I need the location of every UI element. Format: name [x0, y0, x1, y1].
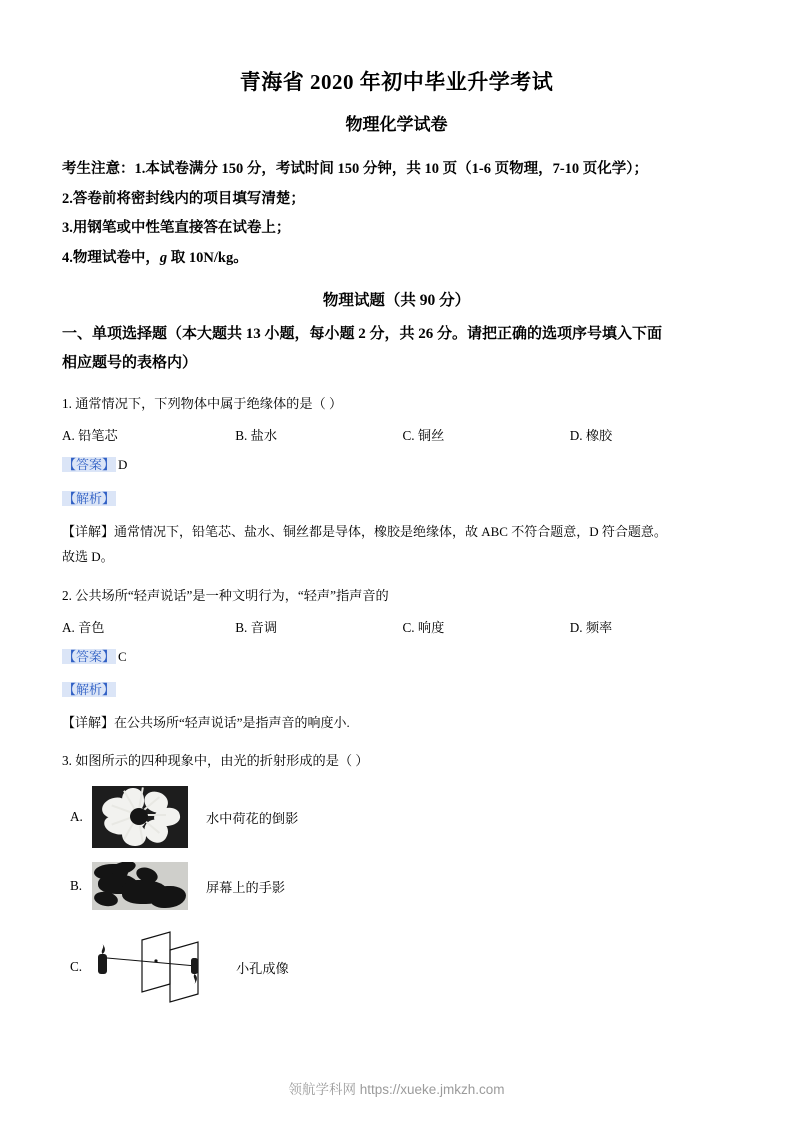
page-subtitle: 物理化学试卷 — [345, 115, 448, 134]
watermark: 领航学科网 https://xueke.jmkzh.com — [288, 1082, 505, 1097]
physics-section-title: 物理试题（共 90 分） — [322, 291, 471, 309]
option-b[interactable]: B. 音调 — [235, 619, 278, 635]
notice-line-4-post: 取 10N/kg。 — [167, 250, 248, 267]
figure-label: A. — [70, 809, 83, 825]
analysis-badge: 【解析】 — [63, 491, 116, 507]
notice-line-4 — [62, 244, 731, 274]
detail-line-1: 【详解】通常情况下，铅笔芯、盐水、铜丝都是导体，橡胶是绝缘体，故 ABC 不符合题意，D 符合题意。 — [62, 523, 667, 539]
figure-option-a — [62, 786, 731, 848]
figure-caption: 水中荷花的倒影 — [206, 810, 299, 826]
gravity-symbol: g — [159, 250, 168, 267]
notice-line-2: 2.答卷前将密封线内的项目填写清楚； — [62, 190, 305, 207]
multiple-choice-heading-line-1: 一、单项选择题（本大题共 13 小题，每小题 2 分，共 26 分。请把正确的选项序号填入下面 — [62, 325, 663, 342]
candidate-notice — [62, 155, 731, 274]
analysis-line — [62, 487, 731, 512]
figure-option-c — [62, 928, 731, 1006]
answer-value: D — [118, 457, 128, 473]
option-c[interactable]: C. 铜丝 — [402, 428, 445, 444]
option-a[interactable]: A. 音色 — [62, 619, 105, 635]
option-c[interactable]: C. 响度 — [402, 619, 445, 635]
analysis-line — [62, 678, 731, 703]
question-stem: 2. 公共场所“轻声说话”是一种文明行为，“轻声”指声音的 — [62, 587, 389, 603]
option-d[interactable]: D. 橡胶 — [569, 428, 613, 444]
answer-badge: 【答案】 — [63, 457, 116, 473]
question-2 — [62, 584, 731, 736]
figure-label: C. — [70, 959, 83, 975]
answer-value: C — [118, 648, 127, 664]
analysis-badge: 【解析】 — [63, 682, 116, 698]
figure-option-b — [62, 862, 731, 910]
option-b[interactable]: B. 盐水 — [235, 428, 278, 444]
notice-line-3: 3.用钢笔或中性笔直接答在试卷上； — [62, 220, 291, 237]
page-title: 青海省 2020 年初中毕业升学考试 — [239, 70, 554, 94]
answer-badge: 【答案】 — [63, 648, 116, 664]
figure-caption: 屏幕上的手影 — [206, 879, 286, 895]
pinhole-camera-svg — [92, 928, 232, 1006]
question-stem: 1. 通常情况下，下列物体中属于绝缘体的是（ ） — [62, 396, 343, 412]
question-options — [62, 425, 731, 444]
multiple-choice-heading-line-2: 相应题号的表格内） — [62, 355, 198, 372]
multiple-choice-heading — [62, 320, 731, 379]
figure-caption: 小孔成像 — [236, 960, 289, 976]
question-3 — [62, 749, 731, 1006]
option-a[interactable]: A. 铅笔芯 — [62, 428, 118, 444]
detail-line-2: 故选 D。 — [62, 549, 114, 565]
answer-line — [62, 453, 731, 478]
notice-line-4-pre: 4.物理试卷中， — [62, 250, 160, 267]
answer-line — [62, 645, 731, 670]
option-d[interactable]: D. 频率 — [569, 619, 613, 635]
figure-label: B. — [70, 878, 83, 894]
flower-photo-icon — [92, 786, 188, 848]
question-options — [62, 617, 731, 636]
question-stem: 3. 如图所示的四种现象中，由光的折射形成的是（ ） — [62, 753, 369, 769]
detail-line-1: 【详解】在公共场所“轻声说话”是指声音的响度小. — [62, 715, 350, 730]
hand-shadow-photo-icon — [92, 862, 188, 910]
pinhole-camera-diagram-icon — [92, 928, 232, 1006]
notice-line-1: 考生注意：1.本试卷满分 150 分，考试时间 150 分钟，共 10 页（1-6 页物理，7-10 页化学）； — [62, 161, 649, 177]
question-1 — [62, 392, 731, 569]
